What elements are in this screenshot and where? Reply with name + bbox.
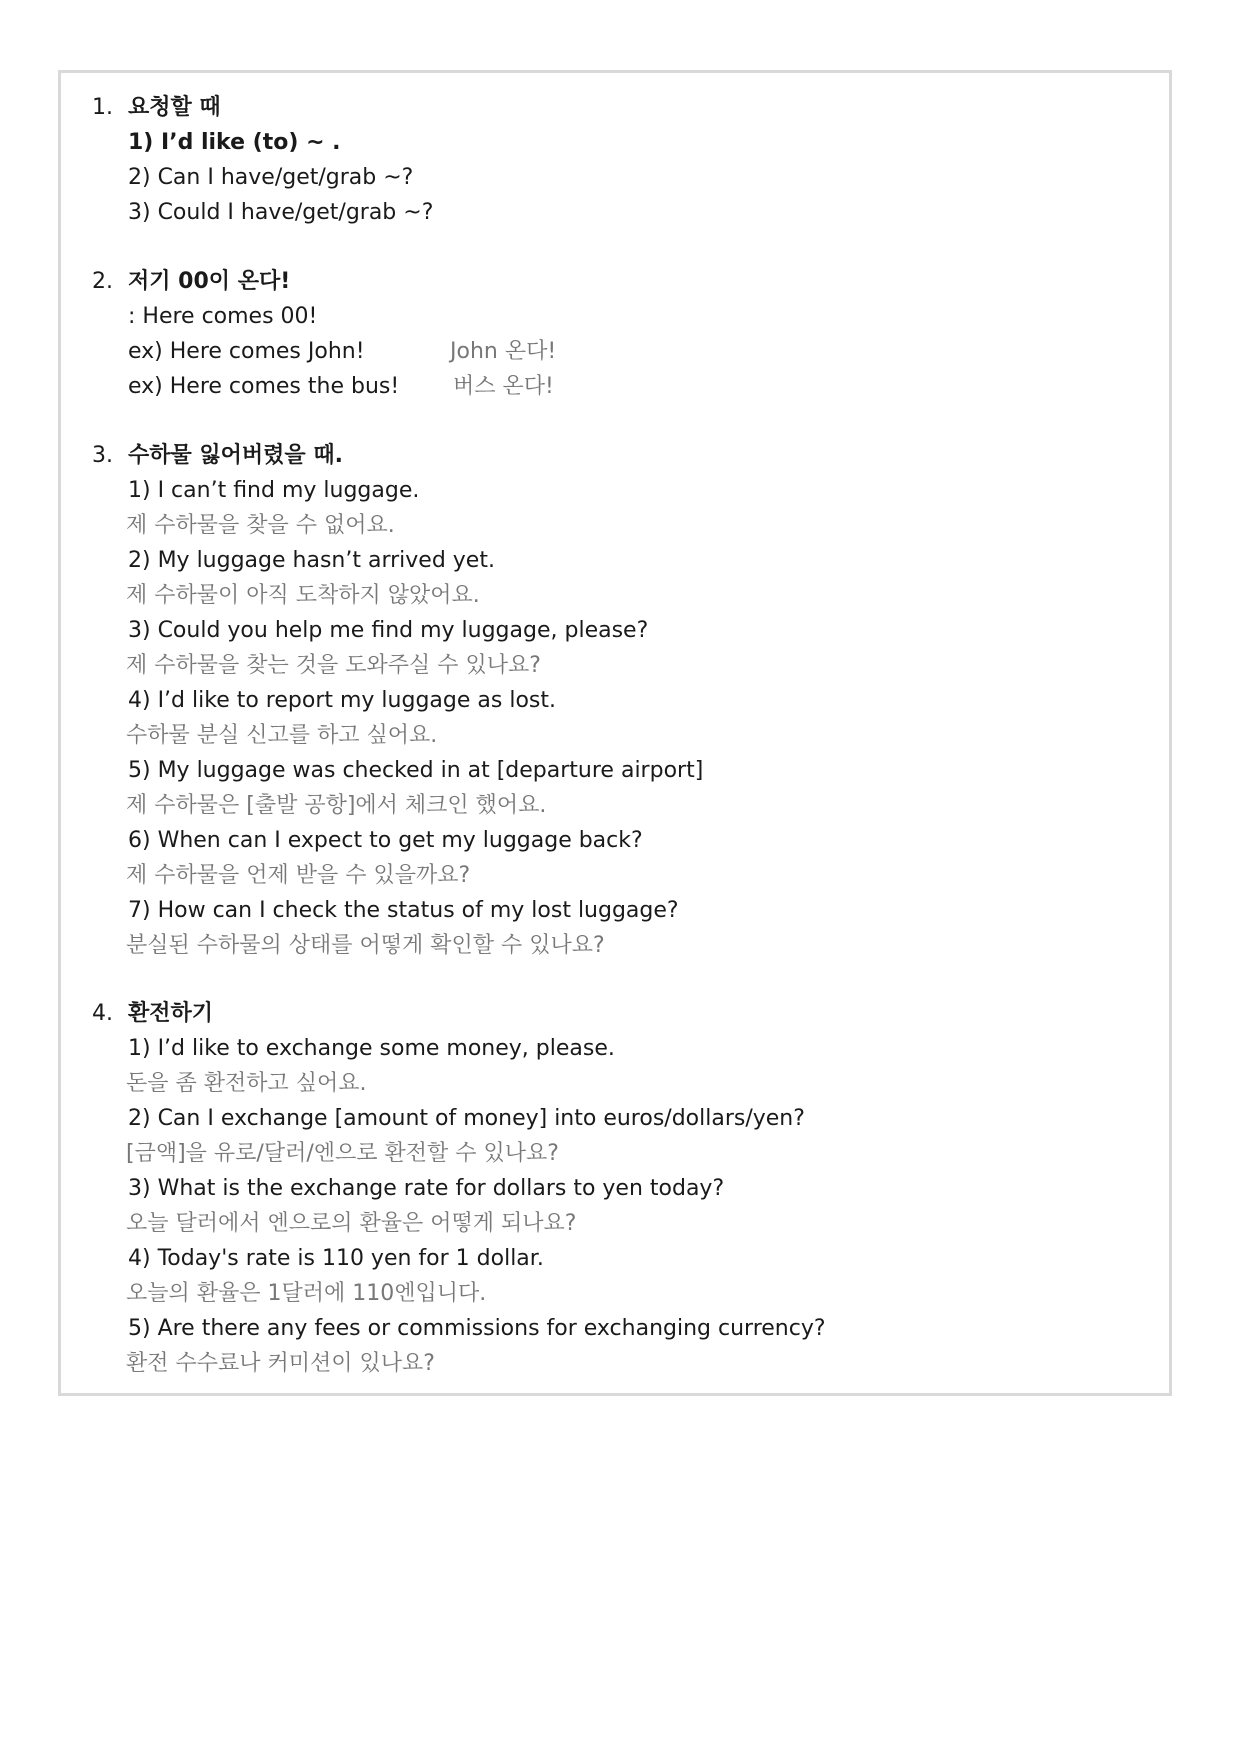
example-line [128, 334, 1152, 369]
section-number: 4. [92, 1001, 113, 1026]
section-title: 저기 00이 온다! [128, 269, 291, 294]
phrase-english: 5) My luggage was checked in at [departure airport] [128, 758, 704, 783]
phrase-english: 5) Are there any fees or commissions for exchanging currency? [128, 1316, 826, 1341]
phrase-line: 2) Can I have/get/grab ~? [128, 165, 414, 190]
phrase-english: 2) My luggage hasn’t arrived yet. [128, 548, 495, 573]
section-heading [92, 90, 1152, 125]
phrase-korean: 오늘의 환율은 1달러에 110엔입니다. [126, 1281, 487, 1306]
section-requests [92, 90, 1152, 230]
section-number: 1. [92, 95, 113, 120]
phrase-korean: 분실된 수하물의 상태를 어떻게 확인할 수 있나요? [126, 933, 605, 958]
phrase-english: 3) What is the exchange rate for dollars to yen today? [128, 1176, 725, 1201]
phrase-line: 1) I’d like (to) ~ . [128, 130, 341, 155]
section-heading [92, 996, 1152, 1031]
phrase-korean: 오늘 달러에서 엔으로의 환율은 어떻게 되나요? [126, 1211, 577, 1236]
phrase-korean: 환전 수수료나 커미션이 있나요? [126, 1351, 435, 1376]
example-english: ex) Here comes John! [128, 339, 365, 364]
pattern-line: : Here comes 00! [128, 304, 318, 329]
phrase-korean: 제 수하물을 찾는 것을 도와주실 수 있나요? [126, 653, 541, 678]
phrase-english: 3) Could you help me find my luggage, please? [128, 618, 649, 643]
phrase-line: 3) Could I have/get/grab ~? [128, 200, 434, 225]
phrase-korean: 수하물 분실 신고를 하고 싶어요. [126, 723, 438, 748]
phrase-english: 4) I’d like to report my luggage as lost. [128, 688, 556, 713]
section-lost-luggage [92, 438, 1152, 963]
phrase-korean: 돈을 좀 환전하고 싶어요. [126, 1071, 367, 1096]
section-title: 요청할 때 [128, 95, 221, 120]
example-english: ex) Here comes the bus! [128, 374, 400, 399]
section-heading [92, 438, 1152, 473]
phrase-english: 2) Can I exchange [amount of money] into euros/dollars/yen? [128, 1106, 805, 1131]
section-title: 환전하기 [128, 1001, 214, 1026]
phrase-korean: 제 수하물이 아직 도착하지 않았어요. [126, 583, 480, 608]
phrase-english: 1) I’d like to exchange some money, please. [128, 1036, 615, 1061]
phrase-english: 4) Today's rate is 110 yen for 1 dollar. [128, 1246, 544, 1271]
section-title: 수하물 잃어버렸을 때. [128, 443, 343, 468]
phrase-english: 1) I can’t find my luggage. [128, 478, 420, 503]
section-heading [92, 264, 1152, 299]
example-line [128, 369, 1152, 404]
phrase-english: 6) When can I expect to get my luggage back? [128, 828, 643, 853]
section-number: 3. [92, 443, 113, 468]
example-korean: 버스 온다! [453, 374, 554, 399]
section-currency-exchange [92, 996, 1152, 1381]
phrase-english: 7) How can I check the status of my lost luggage? [128, 898, 679, 923]
phrase-korean: 제 수하물을 찾을 수 없어요. [126, 513, 395, 538]
example-korean: John 온다! [450, 339, 557, 364]
section-here-comes [92, 264, 1152, 404]
phrase-korean: [금액]을 유로/달러/엔으로 환전할 수 있나요? [126, 1141, 559, 1166]
section-number: 2. [92, 269, 113, 294]
phrase-korean: 제 수하물은 [출발 공항]에서 체크인 했어요. [126, 793, 547, 818]
phrase-korean: 제 수하물을 언제 받을 수 있을까요? [126, 863, 471, 888]
